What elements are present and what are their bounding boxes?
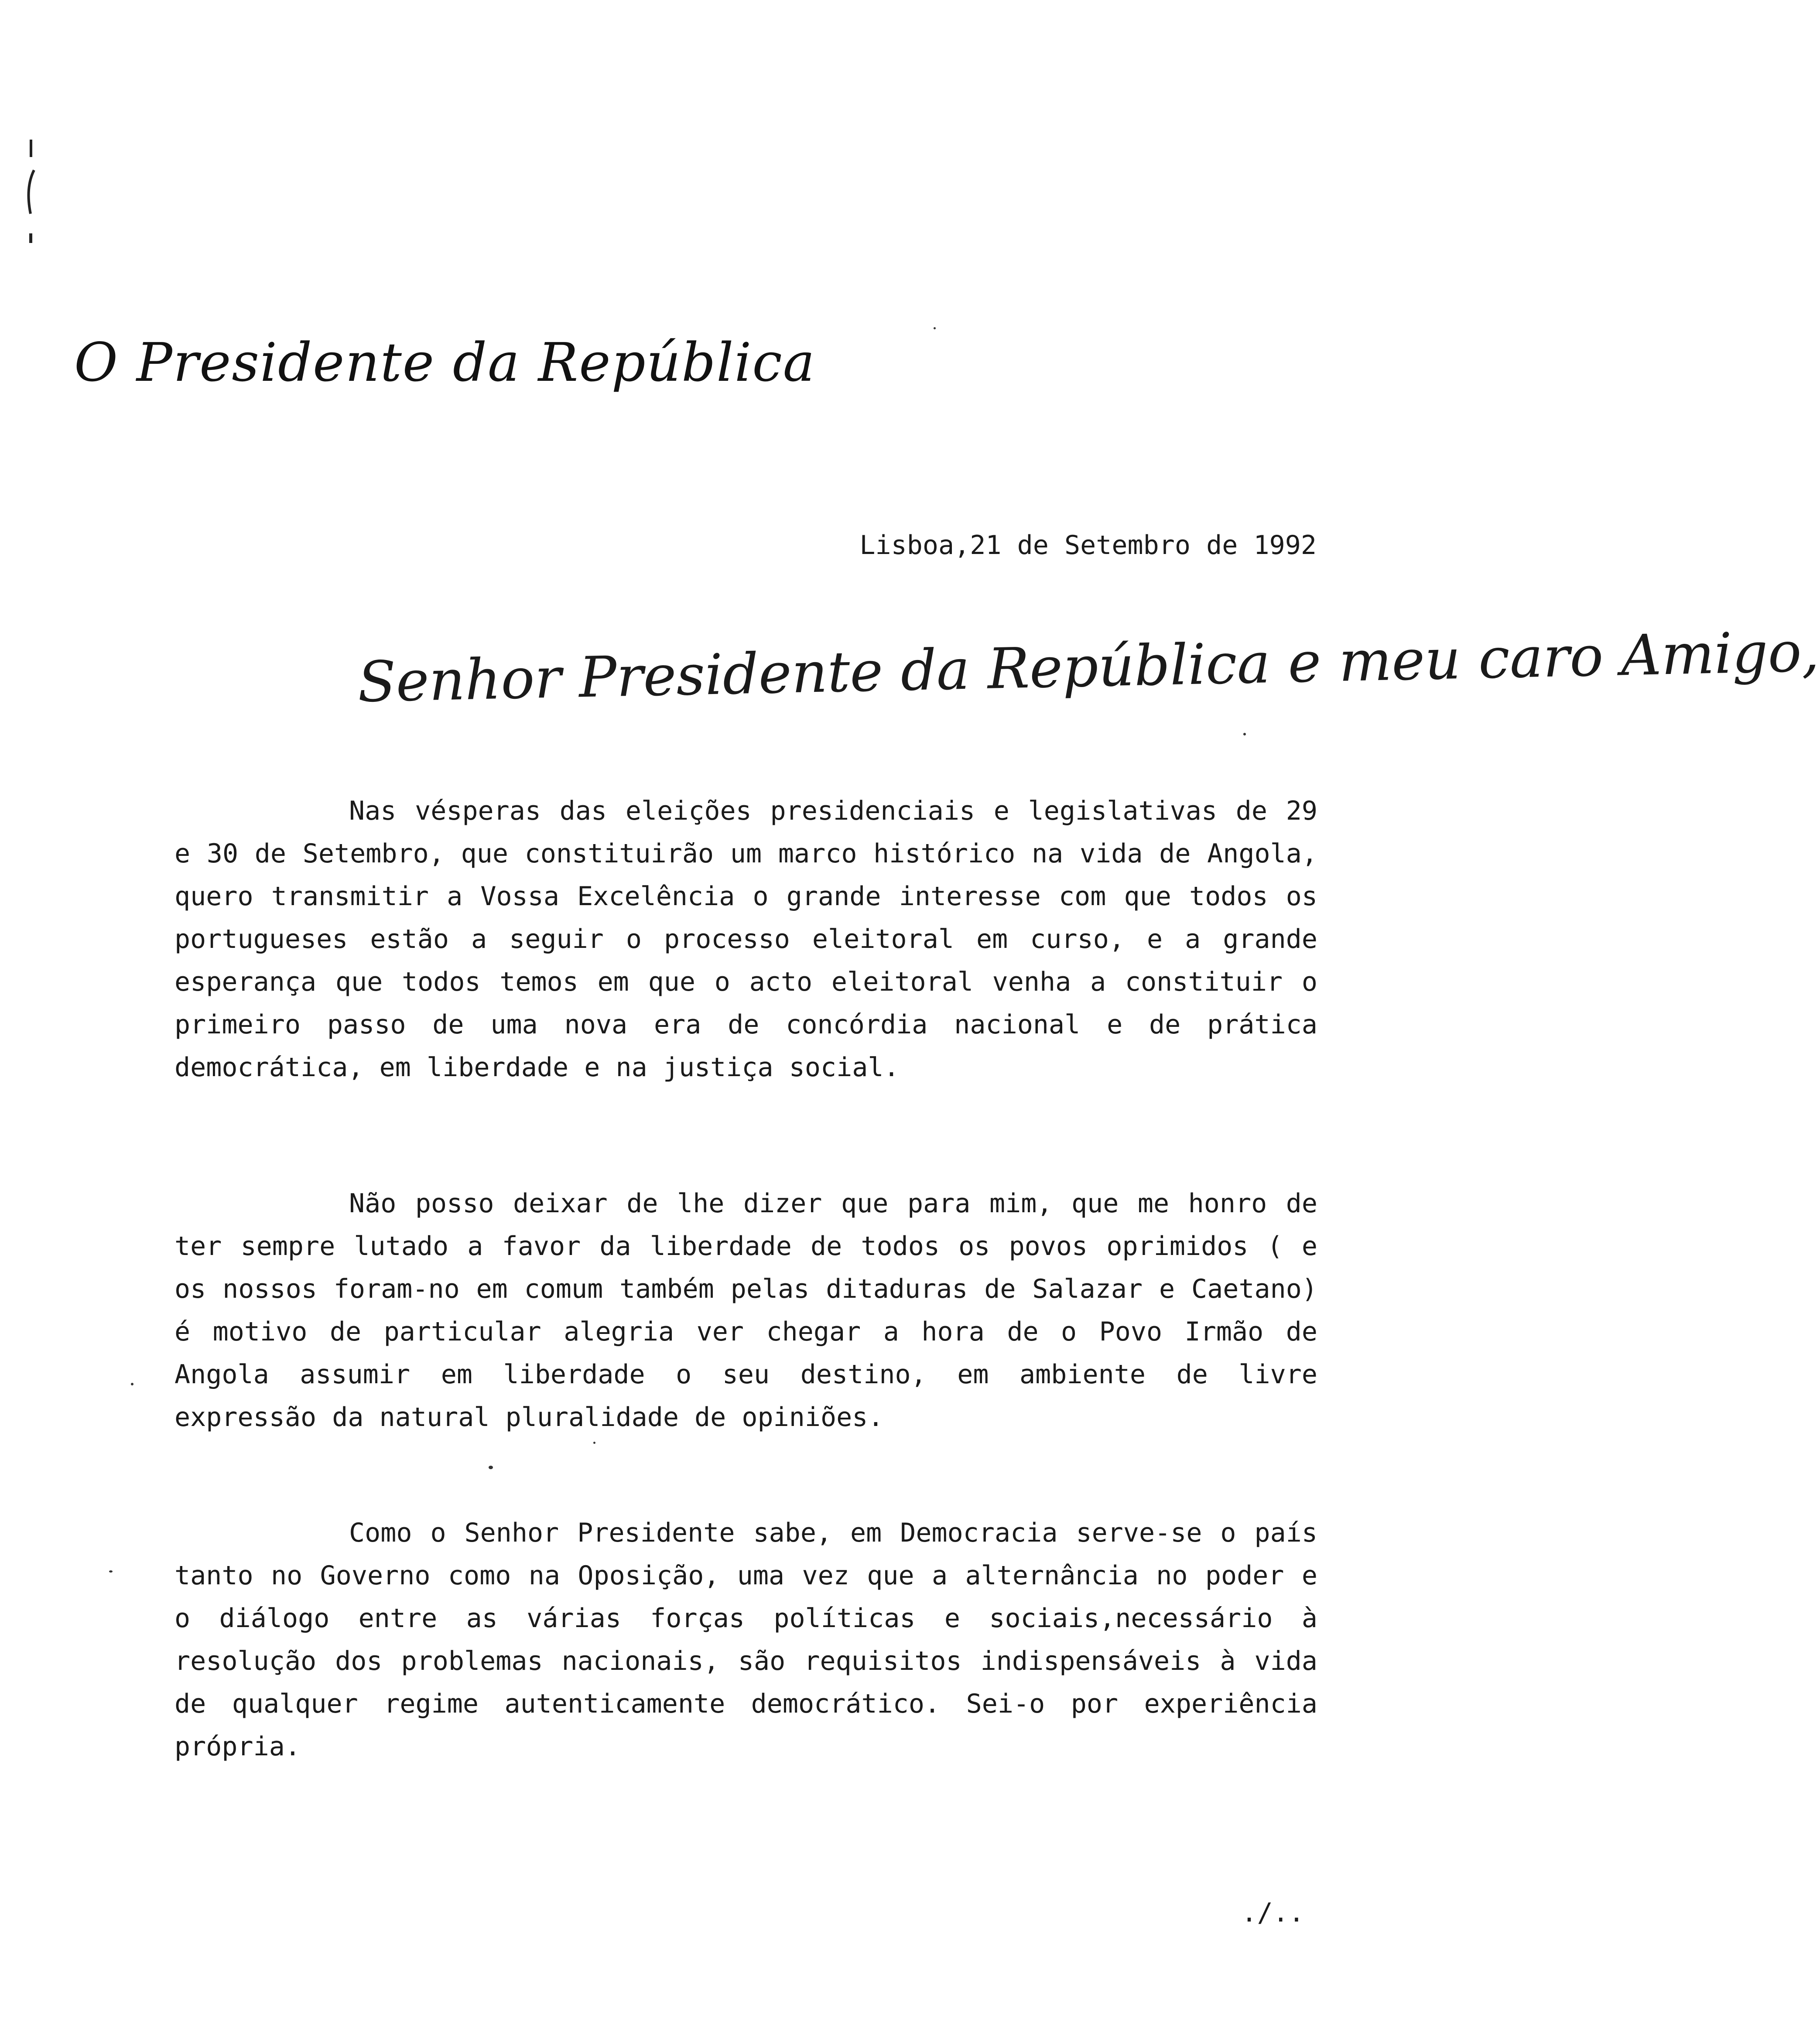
continuation-mark: ./.. <box>1241 1898 1304 1928</box>
scan-speck <box>1243 733 1246 735</box>
body-paragraph-3: Como o Senhor Presidente sabe, em Democracia serve-se o país tanto no Governo como na Oposição, uma vez que a alternância no poder e o diálogo entre as várias forças políticas e sociais,necessário à resolução dos problemas nacionais, são requisitos indispensáveis à vida de qualquer regime autenticamente democrático. Sei-o por experiência própria. <box>174 1518 1317 1762</box>
scan-speck <box>934 327 936 329</box>
scan-speck <box>131 1383 133 1385</box>
date-line: Lisboa,21 de Setembro de 1992 <box>859 530 1317 561</box>
handwritten-salutation: Senhor Presidente da República e meu caro Amigo, <box>357 619 1820 715</box>
margin-bracket-mark <box>23 140 40 253</box>
body-paragraph-1: Nas vésperas das eleições presidenciais e legislativas de 29 e 30 de Setembro, que constituirão um marco histórico na vida de Angola, quero transmitir a Vossa Excelência o grande interesse com que todos os portugueses estão a seguir o processo eleitoral em curso, e a grande esperança que todos temos em que o acto eleitoral venha a constituir o primeiro passo de uma nova era de concórdia nacional e de prática democrática, em liberdade e na justiça social. <box>174 796 1317 1083</box>
scan-speck <box>593 1442 595 1444</box>
scan-speck <box>489 1466 493 1469</box>
letterhead-title: O Presidente da República <box>74 332 816 393</box>
scan-speck <box>109 1570 113 1573</box>
body-paragraph-2: Não posso deixar de lhe dizer que para mim, que me honro de ter sempre lutado a favor da liberdade de todos os povos oprimidos ( e os nossos foram-no em comum também pelas ditaduras de Salazar e Caetano) é motivo de particular alegria ver chegar a hora de o Povo Irmão de Angola assumir em liberdade o seu destino, em ambiente de livre expressão da natural pluralidade de opiniões. <box>174 1188 1317 1433</box>
